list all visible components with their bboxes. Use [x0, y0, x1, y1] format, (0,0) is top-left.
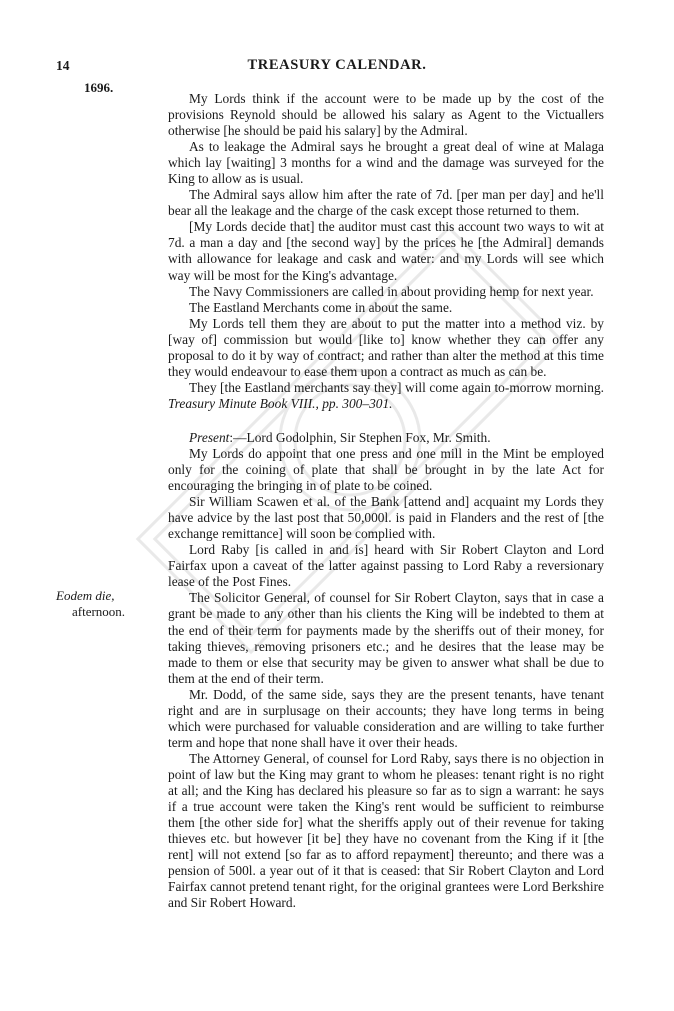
paragraph: The Navy Commissioners are called in about providing hemp for next year. [189, 283, 594, 299]
paragraph: My Lords think if the account were to be made up by the cost of the provisions Reynold should be allowed his salary as Agent to the Victuallers otherwise [he should be paid his salary] by the Admiral. [168, 91, 604, 139]
paragraph: The Admiral says allow him after the rate of 7d. [per man per day] and he'll bear all the leakage and the charge of the cask except those returned to them. [168, 187, 604, 219]
document-body [168, 91, 604, 911]
present-names: :—Lord Godolphin, Sir Stephen Fox, Mr. Smith. [229, 429, 491, 445]
paragraph: The Eastland Merchants come in about the same. [189, 299, 453, 315]
paragraph-closing [168, 380, 604, 412]
paragraph: My Lords do appoint that one press and one mill in the Mint be employed only for the coining of plate that shall be brought in by the late Act for encouraging the bringing in of plate to be coined. [168, 445, 604, 494]
page-number: 14 [56, 58, 70, 73]
year-margin: 1696. [84, 80, 114, 95]
citation: Treasury Minute Book VIII., pp. 300–301. [168, 395, 393, 411]
present-label: Present [189, 429, 230, 445]
paragraph: Sir William Scawen et al. of the Bank [attend and] acquaint my Lords they have advice by the last post that 50,000l. is paid in Flanders and the rest of [the exchange remittance] will soon be complied with. [168, 494, 604, 542]
paragraph: The Attorney General, of counsel for Lord Raby, says there is no objection in point of law but the King may grant to whom he pleases: tenant right is no right at all; and the King has declared his pleasure so far as to sign a warrant: he says if a true account were taken the King's rent would be sufficient to reimburse them [the other side for] what the sheriffs apply out of their revenue for taking thieves etc. but however [it be] they have no covenant from the King if it [the rent] will not extend [so far as to afford repayment] thereunto; and there was a pension of 500l. a year out of it that is ceased: that Sir Robert Clayton and Lord Fairfax cannot pretend tenant right, for the original grantees were Lord Berkshire and Sir Robert Howard. [168, 750, 604, 911]
margin-note-time: afternoon. [72, 604, 126, 619]
margin-note [56, 588, 156, 620]
running-head: TREASURY CALENDAR. [247, 57, 427, 73]
closing-text: They [the Eastland merchants say they] will come again to-morrow morning. [189, 379, 604, 395]
present-line [168, 430, 604, 446]
paragraph: The Solicitor General, of counsel for Sir Robert Clayton, says that in case a grant be made to any other than his clients the King will be indebted to them at the end of their term for payments made by the sheriffs out of their money, for taking thieves, removing prisoners etc.; and he desires that the lease may be made to them or else that security may be given to answer what shall be due to them at the end of their term. [168, 590, 604, 686]
paragraph: Mr. Dodd, of the same side, says they are the present tenants, have tenant right and are in surplusage on their accounts; they have long terms in being which were purchased for valuable consideration and are willing to take further term and hope that none shall have it over their heads. [168, 686, 604, 750]
paragraph: [My Lords decide that] the auditor must cast this account two ways to wit at 7d. a man a day and [the second way] by the prices he [the Admiral] demands with allowance for leakage and cask and water: and my Lords will see which way will be most for the King's advantage. [168, 219, 604, 283]
paragraph: Lord Raby [is called in and is] heard with Sir Robert Clayton and Lord Fairfax upon a caveat of the latter against passing to Lord Raby a reversionary lease of the Post Fines. [168, 542, 604, 590]
margin-note-date: Eodem die, [56, 588, 115, 603]
paragraph: My Lords tell them they are about to put the matter into a method viz. by [way of] commission but would [like to] know whether they can offer any proposal to do it by way of contract; and rather than alter the method at this time they would endeavour to ease them upon a contract as much as can be. [168, 315, 604, 379]
paragraph: As to leakage the Admiral says he brought a great deal of wine at Malaga which lay [waiting] 3 months for a wind and the damage was surveyed for the King to allow as is usual. [168, 139, 604, 187]
